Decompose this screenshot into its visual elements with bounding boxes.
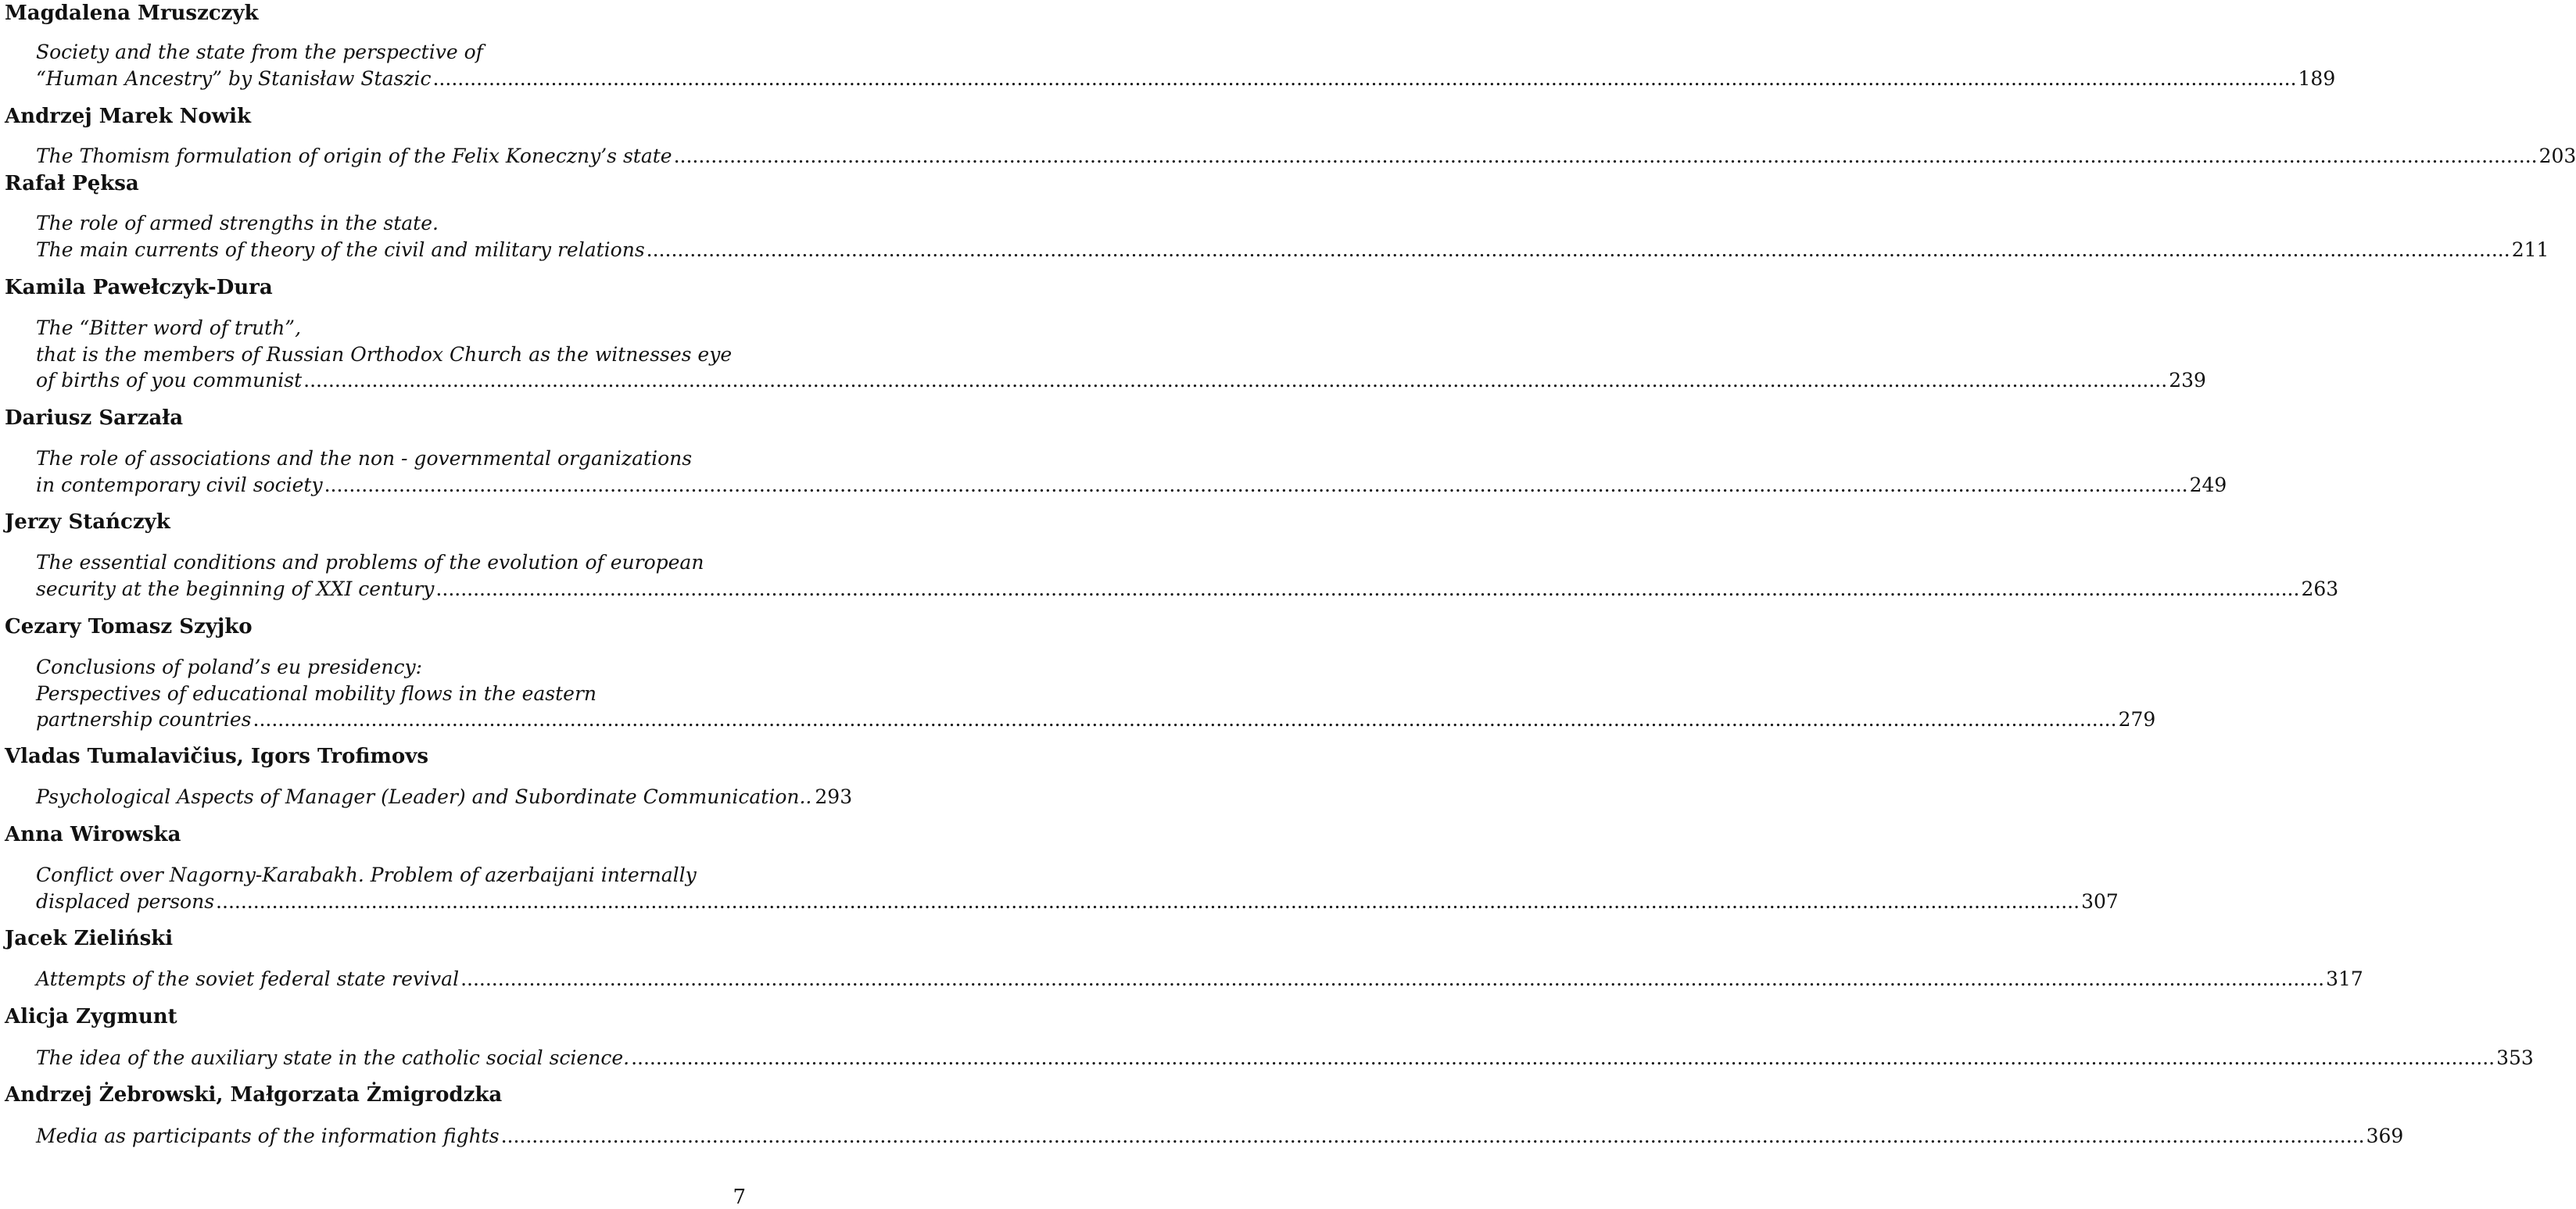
page-number: 189 [2298,66,2336,90]
article-title [36,654,2156,733]
author-name: Andrzej Marek Nowik [5,105,252,128]
page-folio-number: 7 [733,1186,746,1209]
title-last-line [36,367,2206,394]
title-last-line [36,966,2363,993]
dot-leader: ............................................................................................................................................................................................................................................................................................................ [646,238,2510,261]
author-name: Cezary Tomasz Szyjko [5,615,253,638]
article-title [36,315,2206,394]
page-number: 239 [2169,369,2206,392]
title-line: that is the members of Russian Orthodox Church as the witnesses eye [36,342,733,366]
page-number: 369 [2366,1125,2404,1147]
author-name: Anna Wirowska [5,823,181,846]
page-number: 279 [2118,708,2156,731]
title-line: The Thomism formulation of origin of the Felix Koneczny’s state [36,145,672,167]
title-line: Psychological Aspects of Manager (Leader) and Subordinate Communication.. [36,785,812,808]
title-last-line [36,889,2119,915]
author-name: Jerzy Stańczyk [5,510,170,534]
title-last-line [36,237,2549,263]
title-line: Conflict over Nagorny-Karabakh. Problem of azerbaijani internally [36,864,697,886]
dot-leader: ............................................................................................................................................................................................................................................................................................................ [253,708,2117,731]
title-last-line [36,472,2227,499]
title-last-line [36,706,2156,733]
author-name: Magdalena Mruszczyk [5,2,259,25]
dot-leader: ............................................................................................................................................................................................................................................................................................................ [435,577,2300,600]
title-last-line [36,66,2336,92]
dot-leader: ............................................................................................................................................................................................................................................................................................................ [460,968,2325,990]
author-name: Alicja Zygmunt [5,1005,177,1028]
title-line: in contemporary civil society [36,473,323,496]
title-line: The essential conditions and problems of the evolution of european [36,551,704,574]
page-number: 307 [2081,889,2119,913]
title-last-line [36,1045,2534,1071]
author-name: Andrzej Żebrowski, Małgorzata Żmigrodzka [5,1083,503,1107]
title-line: “Human Ancestry” by Stanisław Staszic [36,66,432,90]
title-line: The main currents of theory of the civil and military relations [36,238,645,261]
page-number: 263 [2301,577,2339,600]
title-line: Attempts of the soviet federal state revival [36,968,460,990]
title-last-line [36,1123,2404,1150]
title-line: partnership countries [36,708,252,731]
title-line: Perspectives of educational mobility flows in the eastern [36,681,597,705]
article-title [36,445,2227,498]
author-name: Jacek Zieliński [5,927,174,950]
article-title [36,143,2576,170]
page-number: 353 [2496,1046,2534,1069]
author-name: Dariusz Sarzała [5,406,184,430]
title-line: The idea of the auxiliary state in the catholic social science. [36,1046,630,1069]
title-line: security at the beginning of XXI century [36,577,435,600]
dot-leader: ............................................................................................................................................................................................................................................................................................................ [303,369,2168,392]
page-number: 249 [2189,473,2227,496]
article-title [36,210,2549,263]
page-number: 211 [2511,238,2549,261]
title-line: of births of you communist [36,369,303,392]
page-number: 293 [815,785,853,808]
dot-leader: ............................................................................................................................................................................................................................................................................................................ [324,473,2188,496]
dot-leader: ............................................................................................................................................................................................................................................................................................................ [432,66,2297,90]
article-title [36,549,2339,602]
title-line: Conclusions of poland’s eu presidency: [36,656,423,678]
dot-leader: ............................................................................................................................................................................................................................................................................................................ [673,145,2538,167]
dot-leader: ............................................................................................................................................................................................................................................................................................................ [216,889,2080,913]
title-line: The role of associations and the non - governmental organizations [36,447,693,470]
author-name: Kamila Pawełczyk-Dura [5,276,273,299]
title-line: Society and the state from the perspective of [36,41,483,63]
dot-leader: ............................................................................................................................................................................................................................................................................................................ [500,1125,2365,1147]
article-title [36,39,2336,91]
title-last-line [36,784,853,810]
page-number: 203 [2538,145,2576,167]
article-title [36,966,2363,993]
title-last-line [36,143,2576,170]
title-line: Media as participants of the information fights [36,1125,500,1147]
dot-leader: ............................................................................................................................................................................................................................................................................................................ [631,1046,2495,1069]
title-line: The role of armed strengths in the state. [36,212,439,234]
title-line: The “Bitter word of truth”, [36,317,302,339]
article-title [36,1123,2404,1150]
article-title [36,784,853,810]
title-last-line [36,576,2339,603]
title-line: displaced persons [36,889,215,913]
page-number: 317 [2326,968,2363,990]
article-title [36,1045,2534,1071]
author-name: Rafał Pęksa [5,172,139,195]
article-title [36,862,2119,914]
author-name: Vladas Tumalavičius, Igors Trofimovs [5,745,428,768]
